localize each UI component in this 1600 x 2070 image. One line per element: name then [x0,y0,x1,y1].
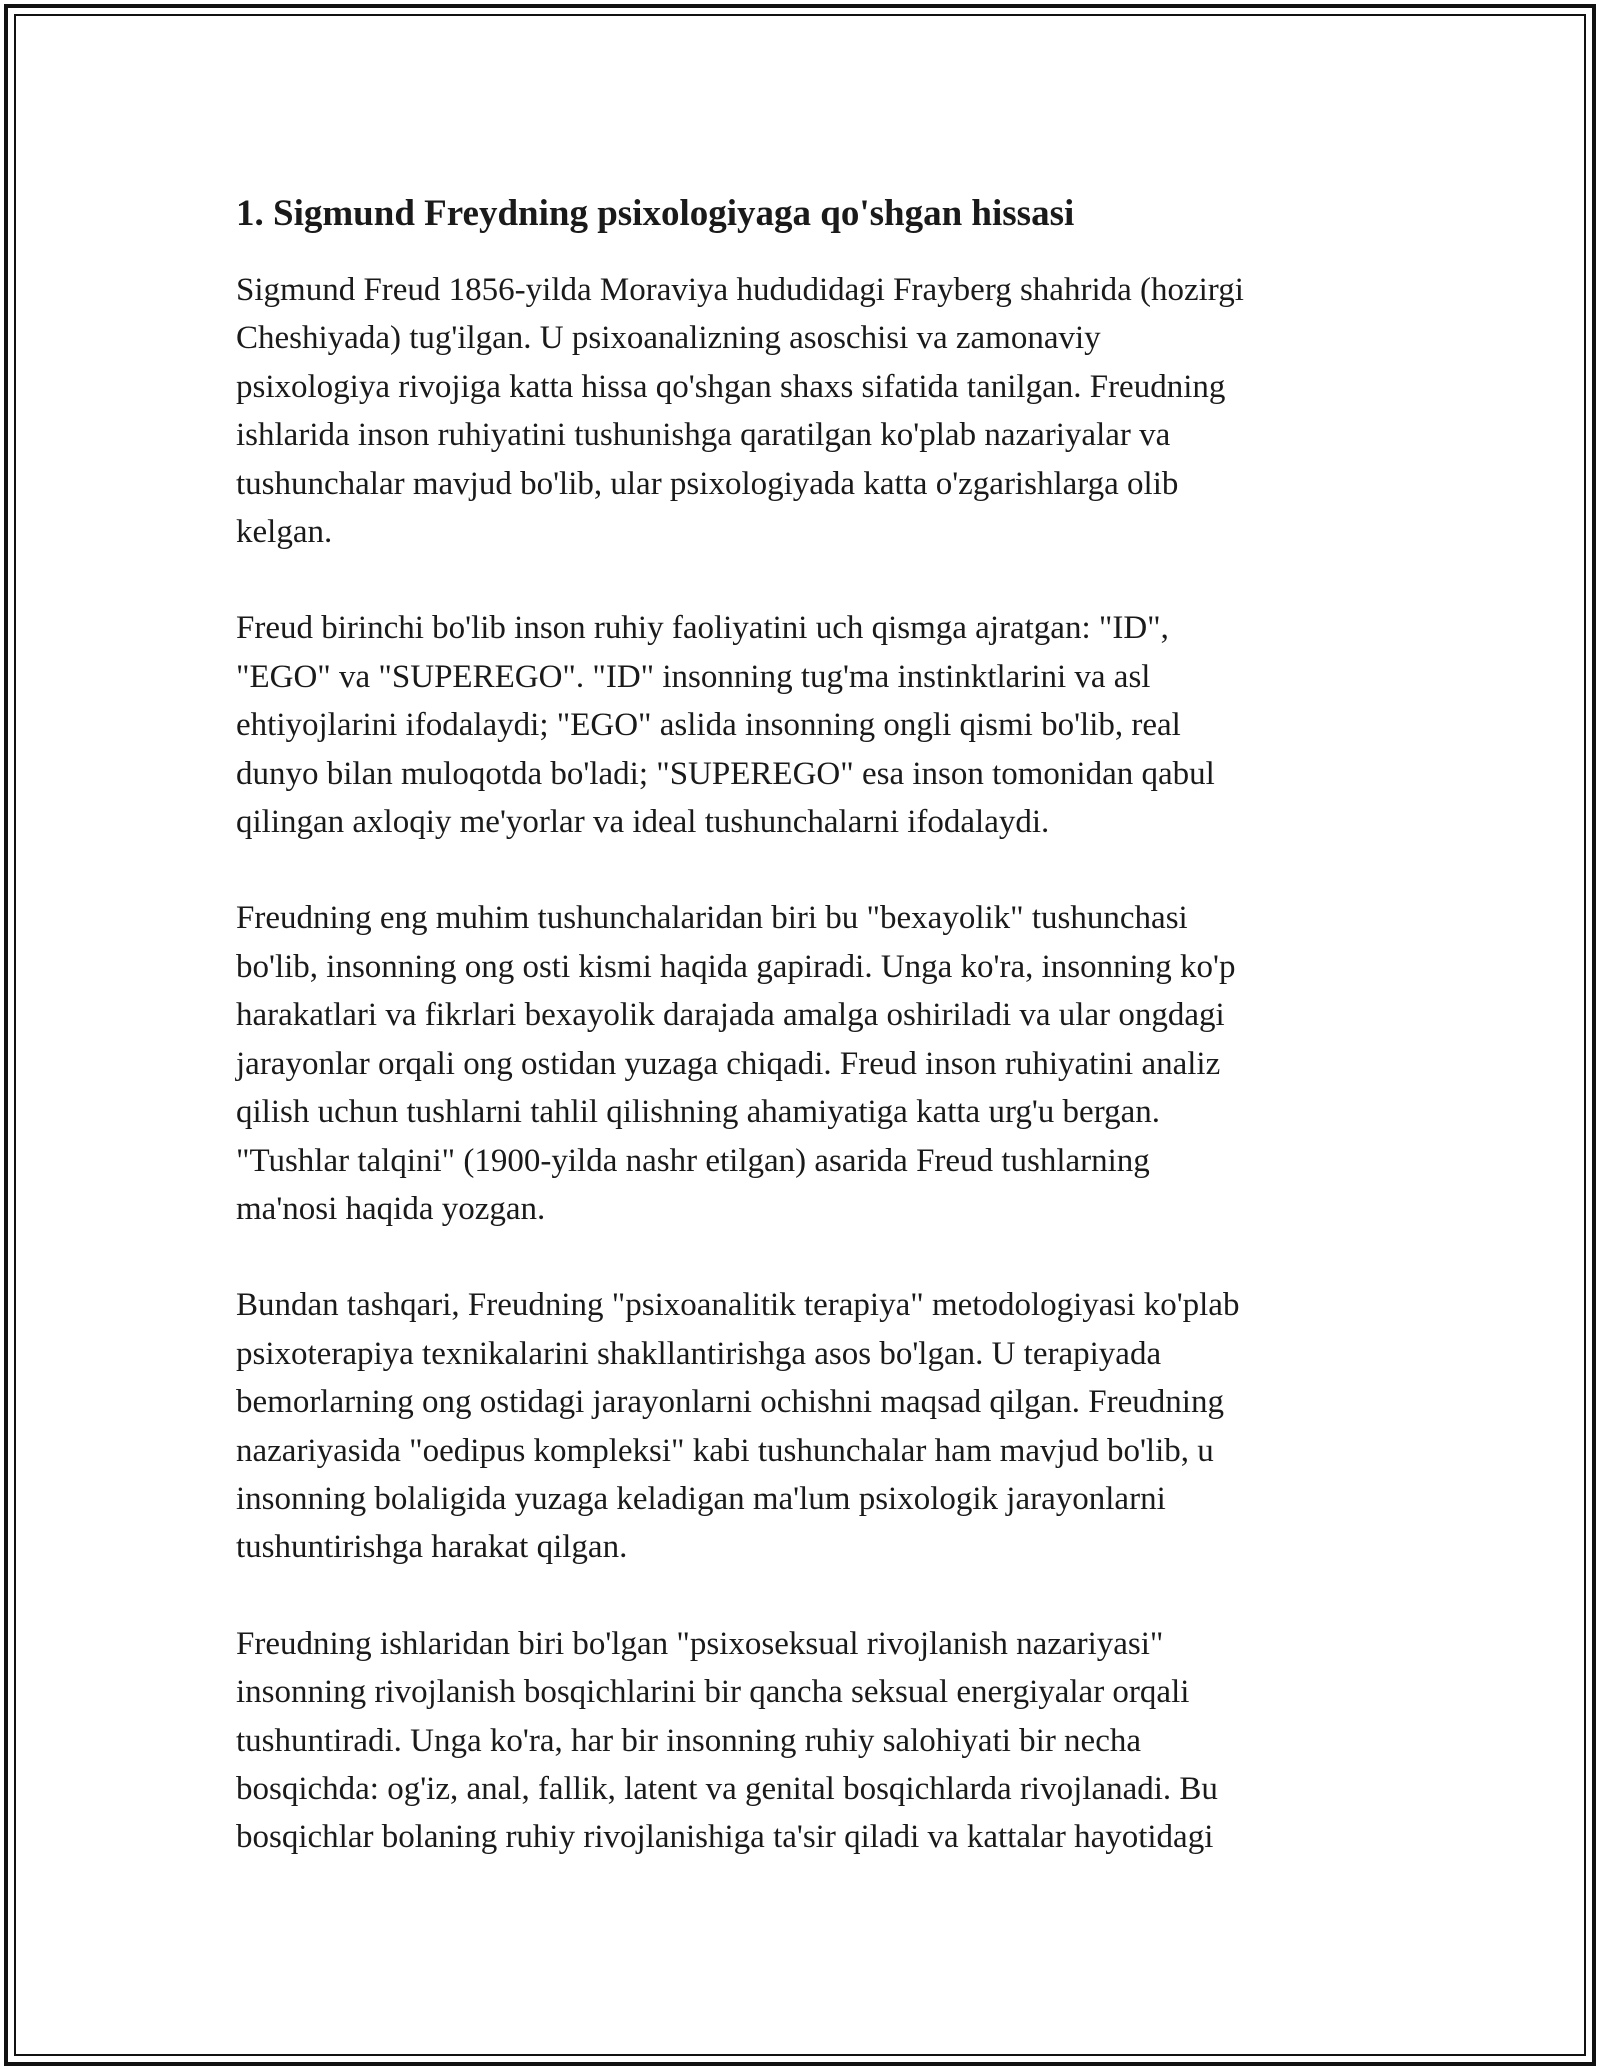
text-line: bemorlarning ong ostidagi jarayonlarni ochishni maqsad qilgan. Freudning [236,1384,1224,1421]
text-line: Cheshiyada) tug'ilgan. U psixoanalizning asoschisi va zamonaviy [236,320,1101,357]
paragraph-3 [236,894,1366,1233]
text-line: Freud birinchi bo'lib inson ruhiy faoliyatini uch qismga ajratgan: "ID", [236,610,1169,647]
paragraph-5 [236,1620,1366,1862]
text-line: insonning bolaligida yuzaga keladigan ma'lum psixologik jarayonlarni [236,1480,1166,1517]
text-line: qilingan axloqiy me'yorlar va ideal tushunchalarni ifodalaydi. [236,804,1050,841]
text-line: "EGO" va "SUPEREGO". "ID" insonning tug'ma instinktlarini va asl [236,658,1151,695]
text-line: Freudning eng muhim tushunchalaridan biri bu "bexayolik" tushunchasi [236,900,1188,937]
text-line: bo'lib, insonning ong osti kismi haqida gapiradi. Unga ko'ra, insonning ko'p [236,948,1236,985]
text-line: psixoterapiya texnikalarini shakllantirishga asos bo'lgan. U terapiyada [236,1335,1162,1372]
text-line: ishlarida inson ruhiyatini tushunishga qaratilgan ko'plab nazariyalar va [236,417,1171,454]
text-line: psixologiya rivojiga katta hissa qo'shgan shaxs sifatida tanilgan. Freudning [236,368,1226,405]
text-line: nazariyasida "oedipus kompleksi" kabi tushunchalar ham mavjud bo'lib, u [236,1432,1214,1469]
text-line: insonning rivojlanish bosqichlarini bir qancha seksual energiyalar orqali [236,1674,1190,1711]
text-line: tushuntiradi. Unga ko'ra, har bir insonning ruhiy salohiyati bir necha [236,1722,1142,1759]
text-line: ehtiyojlarini ifodalaydi; "EGO" aslida insonning ongli qismi bo'lib, real [236,707,1181,744]
text-line: dunyo bilan muloqotda bo'ladi; "SUPEREGO" esa inson tomonidan qabul [236,755,1215,792]
paragraph-2 [236,604,1366,846]
text-line: Freudning ishlaridan biri bo'lgan "psixoseksual rivojlanish nazariyasi" [236,1625,1164,1662]
text-line: "Tushlar talqini" (1900-yilda nashr etilgan) asarida Freud tushlarning [236,1142,1150,1179]
paragraph-1 [236,266,1366,556]
document-body [236,186,1366,1910]
text-line: qilish uchun tushlarni tahlil qilishning ahamiyatiga katta urg'u bergan. [236,1094,1160,1131]
text-line: ma'nosi haqida yozgan. [236,1190,546,1227]
text-line: Bundan tashqari, Freudning "psixoanalitik terapiya" metodologiyasi ko'plab [236,1287,1240,1324]
text-line: harakatlari va fikrlari bexayolik darajada amalga oshiriladi va ular ongdagi [236,997,1225,1034]
text-line: bosqichda: og'iz, anal, fallik, latent va genital bosqichlarda rivojlanadi. Bu [236,1770,1218,1807]
text-line: tushuntirishga harakat qilgan. [236,1529,628,1566]
paragraph-4 [236,1281,1366,1571]
text-line: Sigmund Freud 1856-yilda Moraviya hududidagi Frayberg shahrida (hozirgi [236,272,1244,308]
text-line: tushunchalar mavjud bo'lib, ular psixologiyada katta o'zgarishlarga olib [236,465,1179,502]
text-line: bosqichlar bolaning ruhiy rivojlanishiga ta'sir qiladi va kattalar hayotidagi [236,1819,1214,1856]
text-line: jarayonlar orqali ong ostidan yuzaga chiqadi. Freud inson ruhiyatini analiz [236,1045,1221,1082]
text-line: kelgan. [236,514,333,551]
section-heading: 1. Sigmund Freydning psixologiyaga qo'shgan hissasi [236,193,1075,234]
